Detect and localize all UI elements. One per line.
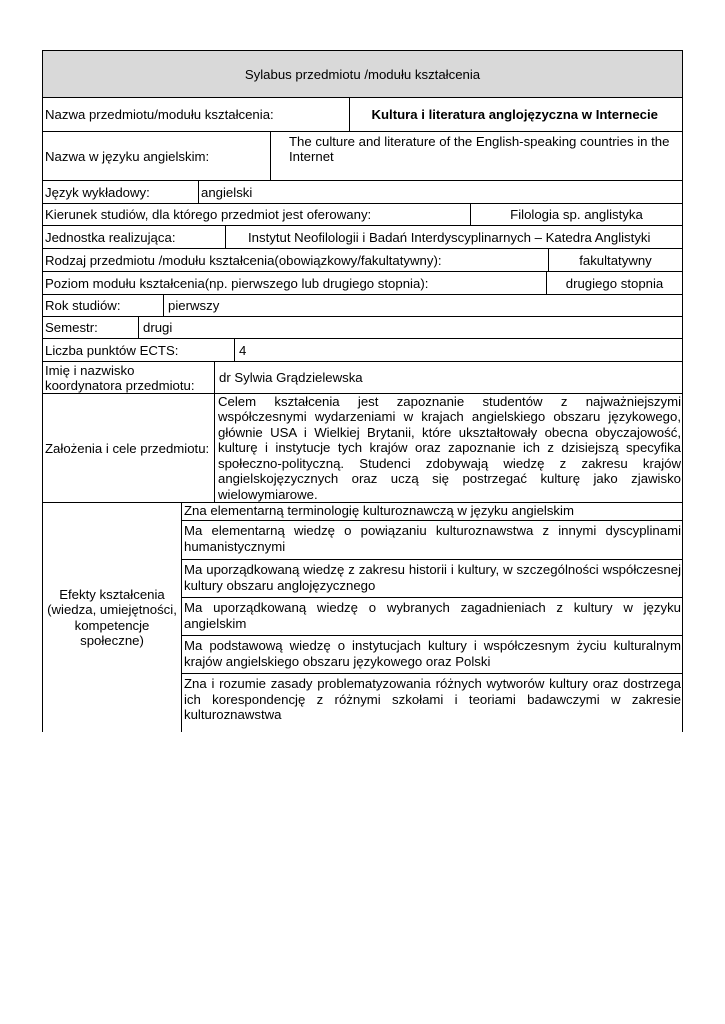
english-name-value: The culture and literature of the English-speaking countries in the Internet [270, 132, 682, 180]
effect-item: Ma elementarną wiedzę o powiązaniu kulturoznawstwa z innymi dyscyplinami humanistycznymi [182, 520, 682, 555]
effects-label: Efekty kształcenia (wiedza, umiejętności, kompetencje społeczne) [47, 586, 177, 648]
ects-value: 4 [234, 339, 682, 361]
course-name-row [42, 98, 683, 132]
objectives-row [42, 394, 683, 503]
unit-value: Instytut Neofilologii i Badań Interdyscyplinarnych – Katedra Anglistyki [225, 226, 682, 248]
level-row [42, 272, 683, 295]
effects-row [42, 503, 683, 732]
year-label: Rok studiów: [45, 298, 121, 313]
course-name-label: Nazwa przedmiotu/modułu kształcenia: [45, 107, 274, 122]
syllabus-title: Sylabus przedmiotu /modułu kształcenia [244, 66, 481, 82]
effect-item: Zna elementarną terminologię kulturoznawczą w języku angielskim [184, 503, 574, 518]
syllabus-table [42, 50, 683, 732]
field-of-study-label: Kierunek studiów, dla którego przedmiot jest oferowany: [45, 207, 372, 222]
unit-label: Jednostka realizująca: [45, 229, 176, 245]
effect-item: Ma uporządkowaną wiedzę z zakresu historii i kultury, w szczególności współczesnej kultury obszaru anglojęzycznego [182, 559, 682, 594]
course-type-value: fakultatywny [548, 249, 682, 271]
ects-label: Liczba punktów ECTS: [45, 342, 179, 358]
objectives-label: Założenia i cele przedmiotu: [45, 440, 210, 456]
effect-item: Ma uporządkowaną wiedzę o wybranych zagadnieniach z kultury w języku angielskim [182, 597, 682, 632]
field-of-study-value: Filologia sp. anglistyka [470, 204, 682, 225]
effect-item: Zna i rozumie zasady problematyzowania różnych wytworów kultury oraz dostrzega ich korespondencję z różnymi szkołami i teoriami badawczymi w zakresie kulturoznawstwa [182, 673, 682, 724]
year-value: pierwszy [163, 295, 682, 316]
level-value: drugiego stopnia [546, 272, 682, 294]
english-name-row [42, 132, 683, 181]
ects-row [42, 339, 683, 362]
language-row [42, 181, 683, 204]
effect-item: Ma podstawową wiedzę o instytucjach kultury i współczesnym życiu kulturalnym krajów angielskiego obszaru językowego oraz Polski [182, 635, 682, 670]
course-type-label: Rodzaj przedmiotu /modułu kształcenia(obowiązkowy/fakultatywny): [45, 252, 442, 268]
objectives-value: Celem kształcenia jest zapoznanie studentów z najważniejszymi współczesnymi wydarzeniami w krajach angielskiego obszaru językowego, głównie USA i Wielkiej Brytanii, które ukształtowały obecna obyczajowość, kulturę i instytucje tych krajów oraz zapoznanie ich z dzisiejszą specyfika społeczno-polityczną. Studenci zdobywają wiedzę z zakresu krajów angielskojęzycznych oraz uczą się postrzegać kulturę jako zjawisko wielowymiarowe. [214, 394, 682, 502]
course-type-row [42, 249, 683, 272]
coordinator-row [42, 362, 683, 394]
semester-label: Semestr: [45, 320, 98, 335]
coordinator-label: Imię i nazwisko koordynatora przedmiotu: [45, 362, 195, 393]
level-label: Poziom modułu kształcenia(np. pierwszego lub drugiego stopnia): [45, 275, 429, 291]
year-row [42, 295, 683, 317]
semester-row [42, 317, 683, 339]
effects-list [181, 503, 682, 732]
english-name-label: Nazwa w języku angielskim: [45, 148, 210, 164]
coordinator-value: dr Sylwia Grądzielewska [214, 362, 682, 393]
language-label: Język wykładowy: [45, 184, 150, 200]
language-value: angielski [198, 181, 682, 203]
field-of-study-row [42, 204, 683, 226]
unit-row [42, 226, 683, 249]
syllabus-title-row [42, 50, 683, 98]
course-name-value: Kultura i literatura anglojęzyczna w Internecie [349, 98, 682, 131]
semester-value: drugi [138, 317, 682, 338]
